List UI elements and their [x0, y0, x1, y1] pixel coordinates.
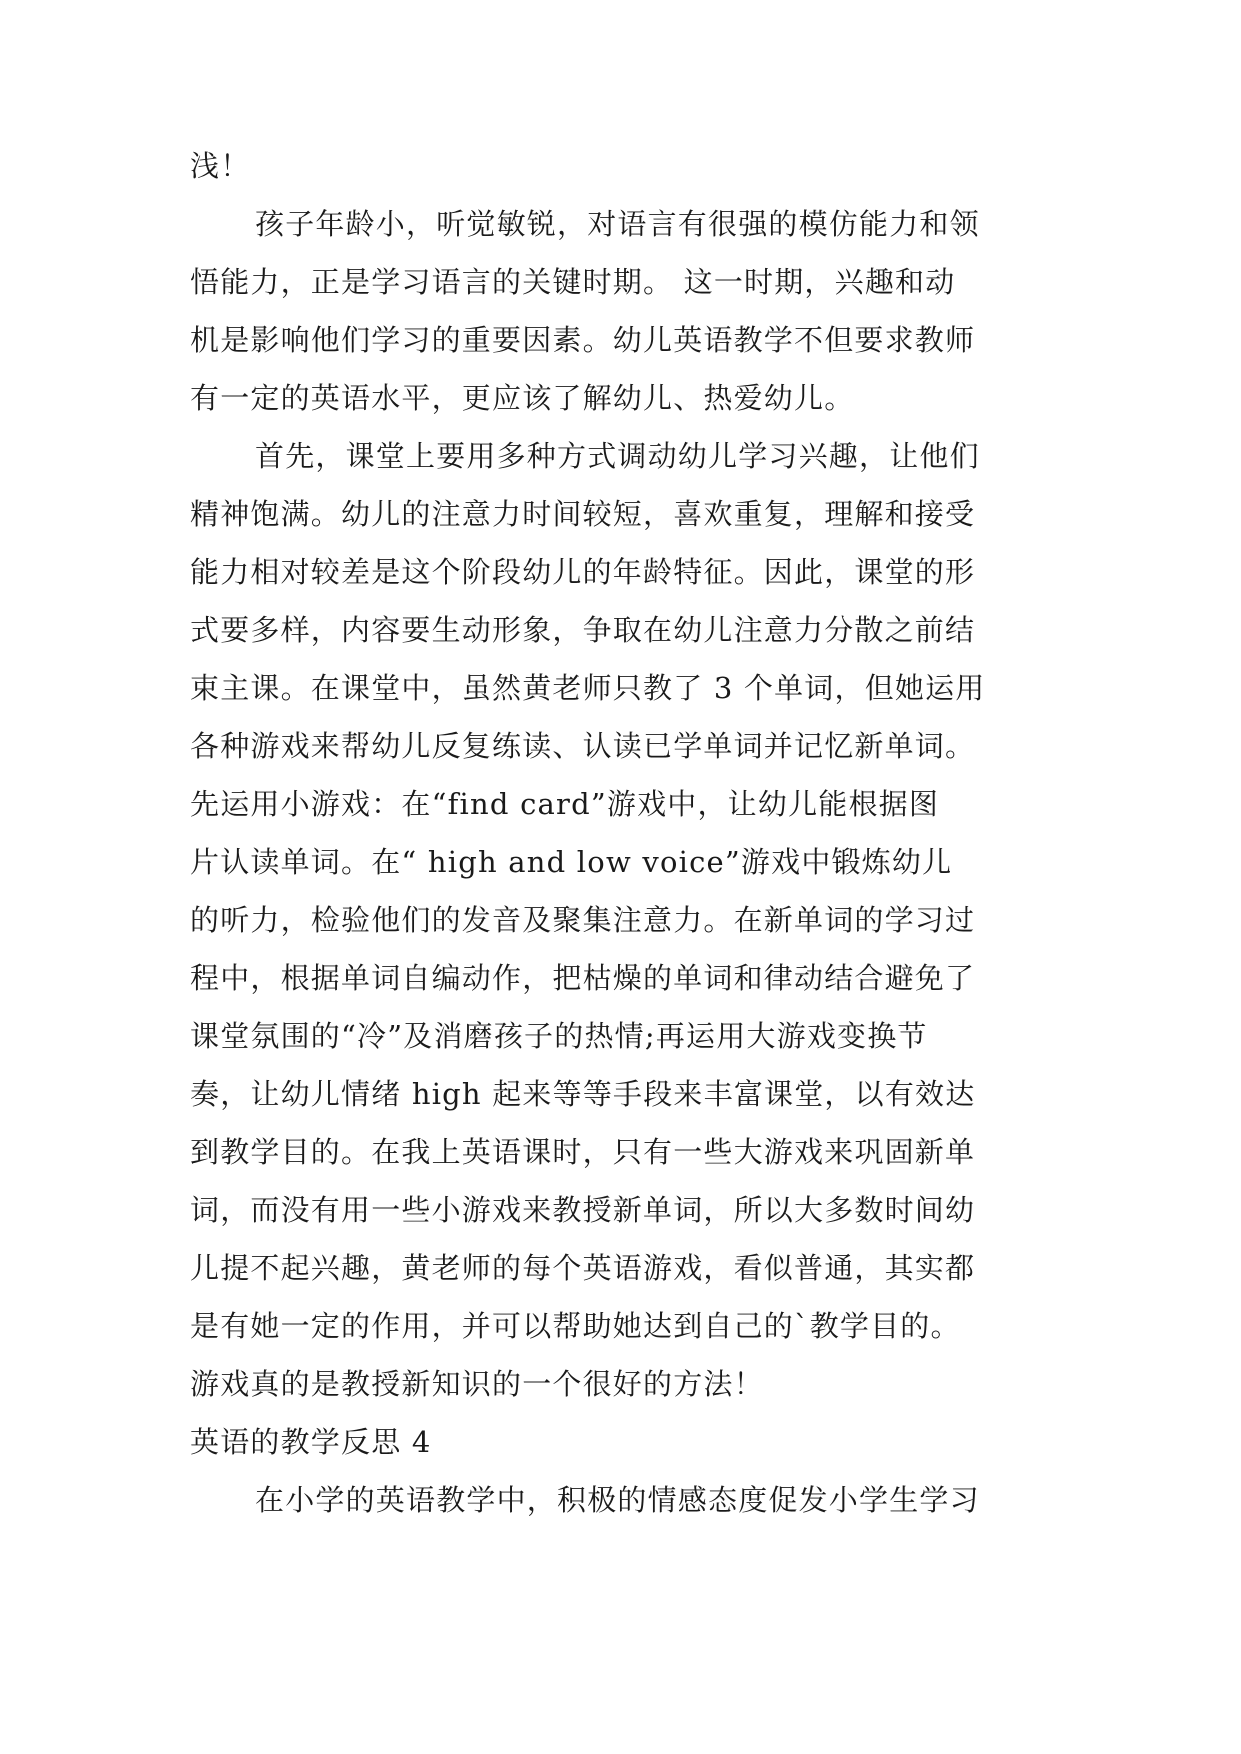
text-line: 儿提不起兴趣，黄老师的每个英语游戏，看似普通，其实都: [190, 1251, 976, 1285]
section-heading: 英语的教学反思 4: [190, 1425, 432, 1459]
text-line: 悟能力，正是学习语言的关键时期。 这一时期，兴趣和动: [190, 265, 956, 299]
text-line: 机是影响他们学习的重要因素。幼儿英语教学不但要求教师: [190, 323, 976, 357]
text-line: 游戏真的是教授新知识的一个很好的方法！: [190, 1367, 764, 1401]
text-line: 词，而没有用一些小游戏来教授新单词，所以大多数时间幼: [190, 1193, 976, 1227]
text-line: 浅！: [190, 149, 251, 183]
text-line: 到教学目的。在我上英语课时，只有一些大游戏来巩固新单: [190, 1135, 976, 1169]
text-line: 是有她一定的作用，并可以帮助她达到自己的`教学目的。: [190, 1309, 961, 1343]
text-line: 片认读单词。在“ high and low voice”游戏中锻炼幼儿: [190, 845, 953, 879]
text-line: 有一定的英语水平，更应该了解幼儿、热爱幼儿。: [190, 381, 855, 415]
text-line: 课堂氛围的“冷”及消磨孩子的热情;再运用大游戏变换节: [190, 1019, 928, 1053]
text-line: 能力相对较差是这个阶段幼儿的年龄特征。因此，课堂的形: [190, 555, 976, 589]
paragraph-first-line: 孩子年龄小，听觉敏锐，对语言有很强的模仿能力和领: [255, 207, 980, 241]
text-line: 精神饱满。幼儿的注意力时间较短，喜欢重复，理解和接受: [190, 497, 976, 531]
text-line: 各种游戏来帮幼儿反复练读、认读已学单词并记忆新单词。: [190, 729, 976, 763]
text-line: 奏，让幼儿情绪 high 起来等等手段来丰富课堂，以有效达: [190, 1077, 976, 1111]
paragraph-first-line: 首先，课堂上要用多种方式调动幼儿学习兴趣，让他们: [255, 439, 980, 473]
text-line: 的听力，检验他们的发音及聚集注意力。在新单词的学习过: [190, 903, 976, 937]
text-line: 束主课。在课堂中，虽然黄老师只教了 3 个单词，但她运用: [190, 671, 986, 705]
text-line: 式要多样，内容要生动形象，争取在幼儿注意力分散之前结: [190, 613, 976, 647]
text-line: 程中，根据单词自编动作，把枯燥的单词和律动结合避免了: [190, 961, 976, 995]
paragraph-first-line: 在小学的英语教学中，积极的情感态度促发小学生学习: [255, 1483, 980, 1517]
text-line: 先运用小游戏：在“find card”游戏中，让幼儿能根据图: [190, 787, 940, 821]
